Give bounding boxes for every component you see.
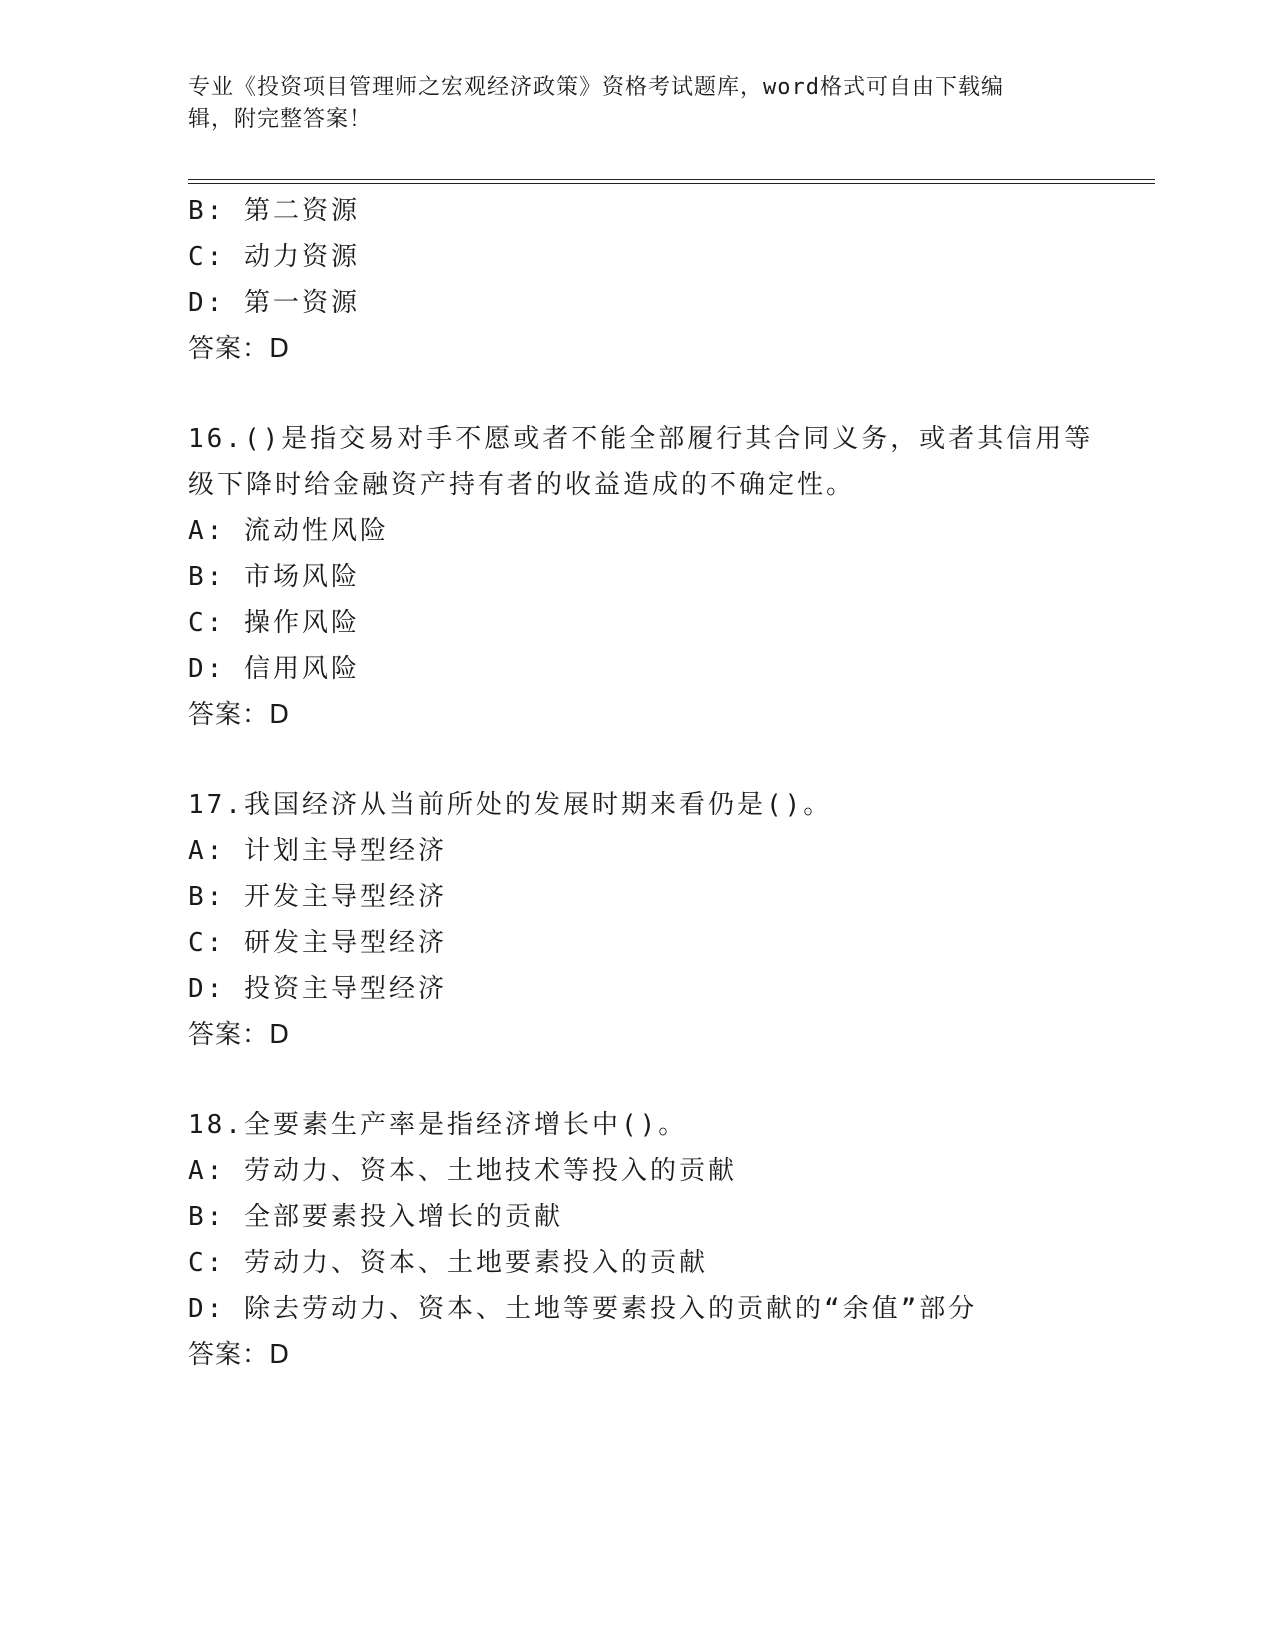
header-line-1: 专业《投资项目管理师之宏观经济政策》资格考试题库，word格式可自由下载编 — [188, 75, 1004, 100]
question-block-16 — [188, 416, 1094, 738]
option-a: A: 计划主导型经济 — [188, 836, 447, 866]
question-block-17 — [188, 782, 1088, 1058]
answer-line: 答案：D — [188, 700, 291, 730]
option-a: A: 流动性风险 — [188, 516, 389, 546]
option-d: D: 第一资源 — [188, 288, 360, 318]
option-d: D: 投资主导型经济 — [188, 974, 447, 1004]
option-d: D: 信用风险 — [188, 654, 360, 684]
option-c: C: 研发主导型经济 — [188, 928, 447, 958]
header-line-2: 辑，附完整答案！ — [188, 107, 373, 132]
option-b: B: 第二资源 — [188, 196, 360, 226]
header-divider-top — [188, 179, 1155, 180]
answer-line: 答案：D — [188, 334, 291, 364]
question-list — [188, 188, 1094, 1378]
question-stem-continued: 级下降时给金融资产持有者的收益造成的不确定性。 — [188, 470, 856, 500]
option-b: B: 市场风险 — [188, 562, 360, 592]
header-divider-bottom — [188, 183, 1155, 184]
option-c: C: 劳动力、资本、土地要素投入的贡献 — [188, 1248, 708, 1278]
question-stem: 17.我国经济从当前所处的发展时期来看仍是()。 — [188, 790, 833, 820]
question-block-18 — [188, 1102, 1088, 1378]
option-c: C: 操作风险 — [188, 608, 360, 638]
question-stem: 16.()是指交易对手不愿或者不能全部履行其合同义务，或者其信用等 — [188, 424, 1094, 454]
answer-line: 答案：D — [188, 1020, 291, 1050]
question-block-15-continued — [188, 188, 1088, 372]
option-c: C: 动力资源 — [188, 242, 360, 272]
option-b: B: 全部要素投入增长的贡献 — [188, 1202, 563, 1232]
document-header — [188, 72, 1068, 136]
question-stem: 18.全要素生产率是指经济增长中()。 — [188, 1110, 688, 1140]
option-a: A: 劳动力、资本、土地技术等投入的贡献 — [188, 1156, 737, 1186]
answer-line: 答案：D — [188, 1340, 291, 1370]
option-b: B: 开发主导型经济 — [188, 882, 447, 912]
option-d: D: 除去劳动力、资本、土地等要素投入的贡献的“余值”部分 — [188, 1294, 978, 1324]
